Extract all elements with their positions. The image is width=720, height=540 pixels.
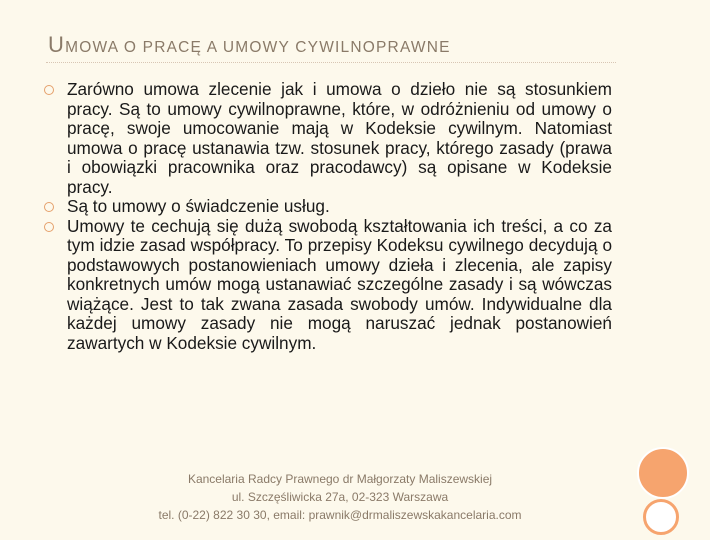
bullet-list xyxy=(44,80,612,353)
decorative-circle-ring xyxy=(643,499,679,535)
footer-contact: tel. (0-22) 822 30 30, email: prawnik@drmaliszewskakancelaria.com xyxy=(158,508,522,522)
bullet-item xyxy=(44,80,612,197)
bullet-circle-icon xyxy=(44,202,54,212)
title-first-letter: U xyxy=(48,32,66,57)
title-divider xyxy=(46,62,616,63)
footer-address: ul. Szczęśliwicka 27a, 02-323 Warszawa xyxy=(231,490,449,504)
footer xyxy=(130,470,550,524)
bullet-circle-icon xyxy=(44,85,54,95)
decorative-circle-filled xyxy=(637,447,689,499)
bullet-text: Zarówno umowa zlecenie jak i umowa o dzieło nie są stosunkiem pracy. Są to umowy cywilnoprawne, które, w odróżnieniu od umowy o pracę, swoje umocowanie mają w Kodeksie cywilnym. Natomiast umowa o pracę ustanawia tzw. stosunek pracy, którego zasady (prawa i obowiązki pracownika oraz pracodawcy) są opisane w Kodeksie pracy. xyxy=(67,79,612,197)
bullet-circle-icon xyxy=(44,222,54,232)
slide-edge xyxy=(710,0,720,540)
bullet-item xyxy=(44,197,612,217)
bullet-text: Są to umowy o świadczenie usług. xyxy=(67,196,330,216)
bullet-item xyxy=(44,217,612,354)
footer-firm-name: Kancelaria Radcy Prawnego dr Małgorzaty Maliszewskiej xyxy=(187,472,493,486)
bullet-text: Umowy te cechują się dużą swobodą kształtowania ich treści, a co za tym idzie zasad współpracy. To przepisy Kodeksu cywilnego decydują o podstawowych postanowieniach umowy dzieła i zlecenia, ale zapisy konkretnych umów mogą ustanawiać szczególne zasady i są wówczas wiążące. Jest to tak zwana zasada swobody umów. Indywidualne dla każdej umowy zasady nie mogą naruszać jednak postanowień zawartych w Kodeksie cywilnym. xyxy=(67,215,612,353)
title-text: MOWA O PRACĘ A UMOWY CYWILNOPRAWNE xyxy=(65,39,451,56)
page-title xyxy=(48,32,451,58)
